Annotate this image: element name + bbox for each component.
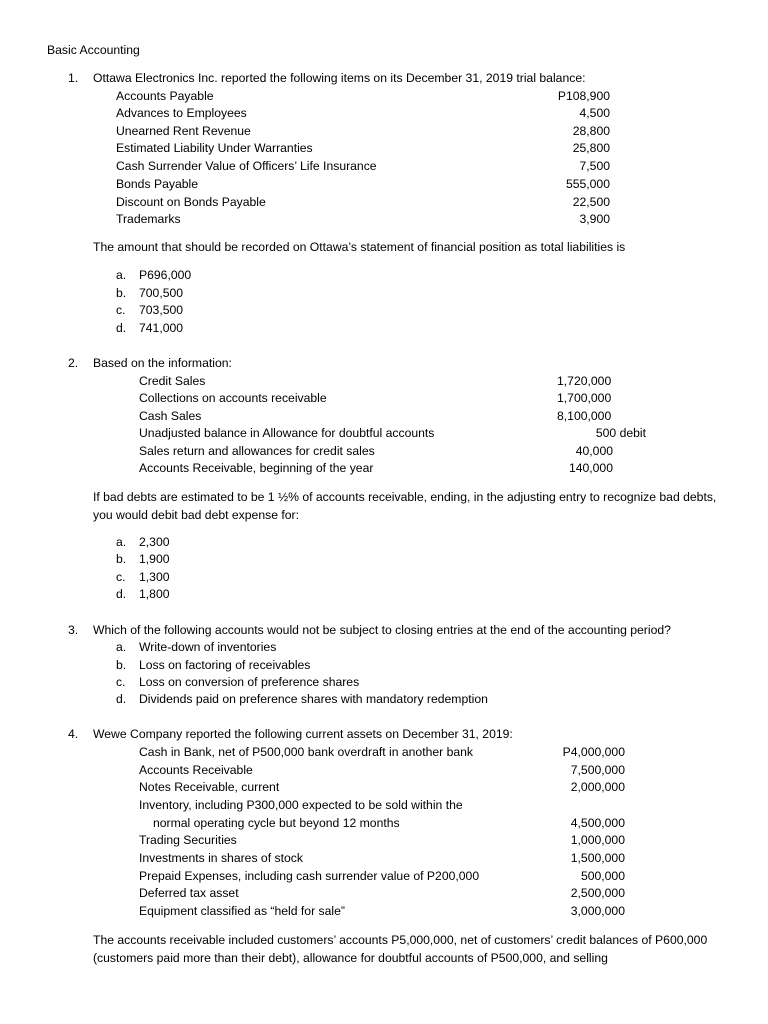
item-label: Accounts Payable: [116, 89, 214, 103]
item-label: Accounts Receivable: [139, 763, 253, 777]
item-label: Unadjusted balance in Allowance for doubtful accounts: [139, 426, 435, 440]
item-value: 1,000,000: [570, 833, 625, 847]
choice-text: 1,900: [139, 552, 170, 566]
item-value: 28,800: [572, 124, 610, 138]
item-label: Accounts Receivable, beginning of the year: [139, 461, 374, 475]
choice-text: Dividends paid on preference shares with mandatory redemption: [139, 692, 488, 706]
item-label: Investments in shares of stock: [139, 851, 303, 865]
question-stem: Based on the information:: [93, 356, 232, 370]
choice-text: 703,500: [139, 303, 184, 317]
item-label: Equipment classified as “held for sale”: [139, 904, 345, 918]
item-label: Inventory, including P300,000 expected to be sold within the: [139, 798, 463, 812]
choice-letter: c.: [116, 303, 126, 317]
paragraph: The accounts receivable included customers’ accounts P5,000,000, net of customers’ credit balances of P600,000 (customers paid more than their debt), allowance for doubtful accounts of P500,000, and selling: [93, 933, 708, 965]
item-label: Cash in Bank, net of P500,000 bank overdraft in another bank: [139, 745, 474, 759]
question-number: 2.: [68, 356, 79, 370]
item-label: Estimated Liability Under Warranties: [116, 141, 313, 155]
item-label: Collections on accounts receivable: [139, 391, 327, 405]
choice-text: 2,300: [139, 535, 170, 549]
item-value: 555,000: [565, 177, 610, 191]
item-value: 140,000: [568, 461, 613, 475]
question-stem: Which of the following accounts would not be subject to closing entries at the end of the accounting period?: [93, 623, 671, 637]
question-number: 4.: [68, 727, 79, 741]
item-value: 7,500,000: [570, 763, 625, 777]
item-label: normal operating cycle but beyond 12 months: [153, 816, 400, 830]
item-label: Cash Sales: [139, 409, 202, 423]
question-text: The amount that should be recorded on Ottawa’s statement of financial position as total liabilities is: [93, 240, 626, 254]
choice-letter: b.: [116, 552, 127, 566]
item-label: Credit Sales: [139, 374, 206, 388]
question-stem: Wewe Company reported the following current assets on December 31, 2019:: [93, 727, 513, 741]
item-value: 40,000: [575, 444, 613, 458]
choice-text: 1,800: [139, 587, 170, 601]
item-value: 500,000: [580, 869, 625, 883]
item-value: 1,720,000: [557, 374, 612, 388]
item-value: 4,500,000: [570, 816, 625, 830]
item-label: Deferred tax asset: [139, 886, 239, 900]
item-value: 2,000,000: [570, 780, 625, 794]
choice-text: 741,000: [139, 321, 184, 335]
question-stem: Ottawa Electronics Inc. reported the following items on its December 31, 2019 trial balance:: [93, 71, 586, 85]
item-label: Advances to Employees: [116, 106, 247, 120]
choice-letter: a.: [116, 268, 127, 282]
item-value: 500 debit: [595, 426, 646, 440]
choice-text: 1,300: [139, 570, 170, 584]
item-value: 25,800: [572, 141, 610, 155]
item-value: 1,700,000: [557, 391, 612, 405]
choice-letter: b.: [116, 658, 127, 672]
item-label: Notes Receivable, current: [139, 780, 280, 794]
choice-text: Loss on conversion of preference shares: [139, 675, 360, 689]
item-value: P4,000,000: [562, 745, 625, 759]
item-value: 22,500: [572, 195, 610, 209]
item-label: Trading Securities: [139, 833, 237, 847]
document-title: Basic Accounting: [47, 43, 140, 57]
item-value: 3,000,000: [570, 904, 625, 918]
choice-text: 700,500: [139, 286, 184, 300]
item-label: Trademarks: [116, 212, 181, 226]
choice-letter: c.: [116, 675, 126, 689]
item-label: Sales return and allowances for credit sales: [139, 444, 375, 458]
item-label: Unearned Rent Revenue: [116, 124, 251, 138]
choice-letter: c.: [116, 570, 126, 584]
item-label: Discount on Bonds Payable: [116, 195, 266, 209]
choice-letter: d.: [116, 321, 127, 335]
choice-letter: d.: [116, 587, 127, 601]
choice-letter: d.: [116, 692, 127, 706]
choice-text: Loss on factoring of receivables: [139, 658, 311, 672]
item-label: Bonds Payable: [116, 177, 198, 191]
question-number: 3.: [68, 623, 79, 637]
item-value: 1,500,000: [570, 851, 625, 865]
item-label: Prepaid Expenses, including cash surrender value of P200,000: [139, 869, 480, 883]
choice-letter: a.: [116, 640, 127, 654]
item-value: 4,500: [579, 106, 610, 120]
item-value: P108,900: [557, 89, 610, 103]
item-label: Cash Surrender Value of Officers’ Life Insurance: [116, 159, 377, 173]
choice-text: P696,000: [139, 268, 192, 282]
item-value: 2,500,000: [570, 886, 625, 900]
item-value: 7,500: [579, 159, 610, 173]
choice-letter: b.: [116, 286, 127, 300]
question-text: If bad debts are estimated to be 1 ½% of accounts receivable, ending, in the adjusting entry to recognize bad debts, you would debit bad debt expense for:: [93, 490, 717, 522]
question-number: 1.: [68, 71, 79, 85]
item-value: 3,900: [579, 212, 610, 226]
item-value: 8,100,000: [557, 409, 612, 423]
choice-letter: a.: [116, 535, 127, 549]
choice-text: Write-down of inventories: [139, 640, 277, 654]
